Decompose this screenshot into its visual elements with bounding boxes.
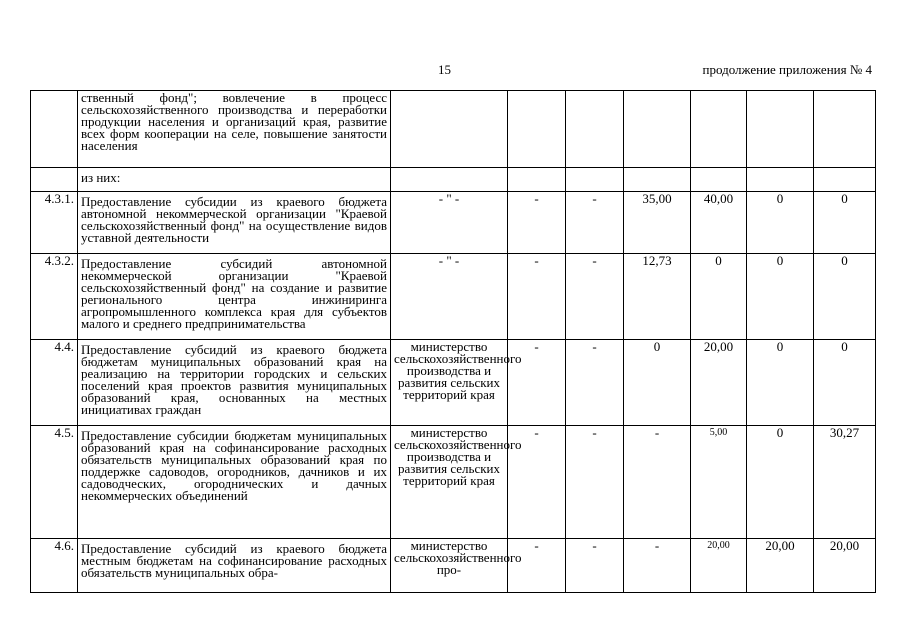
executor: министерство сельскохозяйственного производства и развития сельских территорий края xyxy=(391,426,508,539)
value-1: - xyxy=(508,539,566,593)
value-1: - xyxy=(508,254,566,340)
executor: - " - xyxy=(391,254,508,340)
executor xyxy=(391,168,508,192)
value-4 xyxy=(691,91,747,168)
value-5 xyxy=(747,91,814,168)
value-2: - xyxy=(566,254,624,340)
value-1: - xyxy=(508,340,566,426)
value-3: 12,73 xyxy=(624,254,691,340)
value-3 xyxy=(624,91,691,168)
measure-description: Предоставление субсидии бюджетам муниципальных образований края на софинансирование расходных обязательств муниципальных образований края по поддержке садоводов, огородников, дачников и их садоводческих, огороднических и дачных некоммерческих объединений xyxy=(78,426,391,539)
value-2: - xyxy=(566,426,624,539)
value-2 xyxy=(566,91,624,168)
value-5 xyxy=(747,168,814,192)
page-number: 15 xyxy=(438,62,451,77)
row-number: 4.3.1. xyxy=(31,192,78,254)
value-5: 0 xyxy=(747,340,814,426)
table-row xyxy=(31,426,876,539)
executor: министерство сельскохозяйственного производства и развития сельских территорий края xyxy=(391,340,508,426)
value-6: 0 xyxy=(814,340,876,426)
value-4: 20,00 xyxy=(691,340,747,426)
row-number: 4.6. xyxy=(31,539,78,593)
value-1 xyxy=(508,91,566,168)
executor xyxy=(391,91,508,168)
value-3: - xyxy=(624,539,691,593)
row-number: 4.5. xyxy=(31,426,78,539)
value-4: 20,00 xyxy=(691,539,747,593)
table-row xyxy=(31,168,876,192)
value-3: 35,00 xyxy=(624,192,691,254)
value-6: 20,00 xyxy=(814,539,876,593)
value-5: 20,00 xyxy=(747,539,814,593)
executor: министерство сельскохозяйственного про- xyxy=(391,539,508,593)
value-3: 0 xyxy=(624,340,691,426)
row-number xyxy=(31,91,78,168)
measure-description: Предоставление субсидий автономной некоммерческой организации "Краевой сельскохозяйственный фонд" на создание и развитие регионального центра инжиниринга агропромышленного комплекса края для субъектов малого и среднего предпринимательства xyxy=(78,254,391,340)
value-4: 0 xyxy=(691,254,747,340)
row-number: 4.3.2. xyxy=(31,254,78,340)
table-row xyxy=(31,340,876,426)
appendix-continuation-note: продолжение приложения № 4 xyxy=(702,62,872,77)
measure-description: ственный фонд"; вовлечение в процесс сельскохозяйственного производства и переработки продукции населения и организаций края, развитие всех форм кооперации на селе, повышение занятости населения xyxy=(78,91,391,168)
value-5: 0 xyxy=(747,426,814,539)
value-6 xyxy=(814,91,876,168)
value-6: 0 xyxy=(814,192,876,254)
table-row xyxy=(31,254,876,340)
value-1: - xyxy=(508,192,566,254)
value-6: 0 xyxy=(814,254,876,340)
value-6 xyxy=(814,168,876,192)
value-6: 30,27 xyxy=(814,426,876,539)
measure-description: Предоставление субсидий из краевого бюджета местным бюджетам на софинансирование расходных обязательств муниципальных обра- xyxy=(78,539,391,593)
measure-description: Предоставление субсидий из краевого бюджета бюджетам муниципальных образований края на реализацию на территории городских и сельских поселений края проектов развития муниципальных образований края, основанных на местных инициативах граждан xyxy=(78,340,391,426)
row-number xyxy=(31,168,78,192)
row-number: 4.4. xyxy=(31,340,78,426)
value-1 xyxy=(508,168,566,192)
value-2: - xyxy=(566,192,624,254)
value-1: - xyxy=(508,426,566,539)
table-row xyxy=(31,539,876,593)
value-5: 0 xyxy=(747,254,814,340)
value-5: 0 xyxy=(747,192,814,254)
program-measures-table xyxy=(30,90,876,593)
measure-description: Предоставление субсидии из краевого бюджета автономной некоммерческой организации "Краевой сельскохозяйственный фонд" на осуществление видов уставной деятельности xyxy=(78,192,391,254)
value-2: - xyxy=(566,539,624,593)
value-3: - xyxy=(624,426,691,539)
table-row xyxy=(31,192,876,254)
value-4 xyxy=(691,168,747,192)
value-3 xyxy=(624,168,691,192)
executor: - " - xyxy=(391,192,508,254)
value-2 xyxy=(566,168,624,192)
table-row xyxy=(31,91,876,168)
value-2: - xyxy=(566,340,624,426)
measure-description: из них: xyxy=(78,168,391,192)
value-4: 5,00 xyxy=(691,426,747,539)
value-4: 40,00 xyxy=(691,192,747,254)
